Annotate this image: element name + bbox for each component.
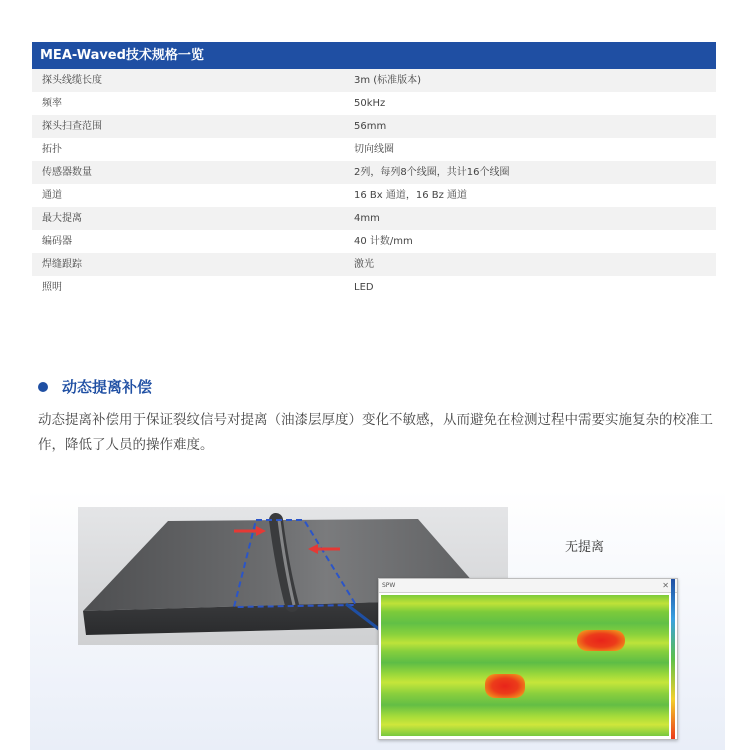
spec-name: 编码器	[42, 236, 72, 247]
section-title: 动态提离补偿	[62, 378, 153, 396]
spec-value: 2列，每列8个线圈，共计16个线圈	[354, 167, 510, 178]
spec-row	[32, 138, 716, 161]
spec-name: 探头扫查范围	[42, 121, 102, 132]
crack-signal-upper	[577, 630, 625, 651]
spec-row	[32, 276, 716, 299]
spec-name: 最大提离	[42, 213, 82, 224]
no-liftoff-label: 无提离	[565, 540, 605, 555]
crack-signal-lower	[485, 674, 525, 698]
spec-row	[32, 69, 716, 92]
spec-value: 56mm	[354, 121, 387, 132]
spec-name: 频率	[42, 98, 62, 109]
spec-row	[32, 184, 716, 207]
scan-result-window	[378, 578, 678, 740]
spec-row	[32, 207, 716, 230]
eddy-current-cscan	[381, 595, 669, 736]
spec-row	[32, 92, 716, 115]
spec-value: 40 计数/mm	[354, 236, 413, 247]
spec-table	[32, 42, 716, 299]
spec-name: 照明	[42, 282, 62, 293]
spec-name: 拓扑	[42, 144, 62, 155]
spec-value: 3m (标准版本)	[354, 75, 422, 86]
spec-row	[32, 161, 716, 184]
spec-value: 50kHz	[354, 98, 386, 109]
spec-name: 通道	[42, 190, 62, 201]
scan-window-titlebar	[379, 579, 677, 593]
spec-value: 16 Bx 通道，16 Bz 通道	[354, 190, 468, 201]
bullet-dot-icon	[38, 382, 48, 392]
spec-row	[32, 115, 716, 138]
spec-name: 焊缝跟踪	[42, 259, 82, 270]
color-scale-bar	[671, 579, 675, 739]
section-heading	[38, 376, 152, 397]
spec-value: 激光	[354, 259, 374, 270]
spec-name: 探头线缆长度	[42, 75, 102, 86]
spec-value: 切向线圈	[354, 144, 394, 155]
close-icon[interactable]: ✕	[662, 581, 669, 590]
spec-table-title: MEA-Waved技术规格一览	[32, 42, 716, 69]
spec-value: 4mm	[354, 213, 380, 224]
spec-table-rows	[32, 69, 716, 299]
spec-name: 传感器数量	[42, 167, 92, 178]
spec-row	[32, 253, 716, 276]
section-body: 动态提离补偿用于保证裂纹信号对提离（油漆层厚度）变化不敏感，从而避免在检测过程中需要实施复杂的校准工作，降低了人员的操作难度。	[38, 412, 713, 453]
spec-row	[32, 230, 716, 253]
scan-window-title: SPW	[382, 582, 396, 589]
spec-value: LED	[354, 282, 374, 293]
